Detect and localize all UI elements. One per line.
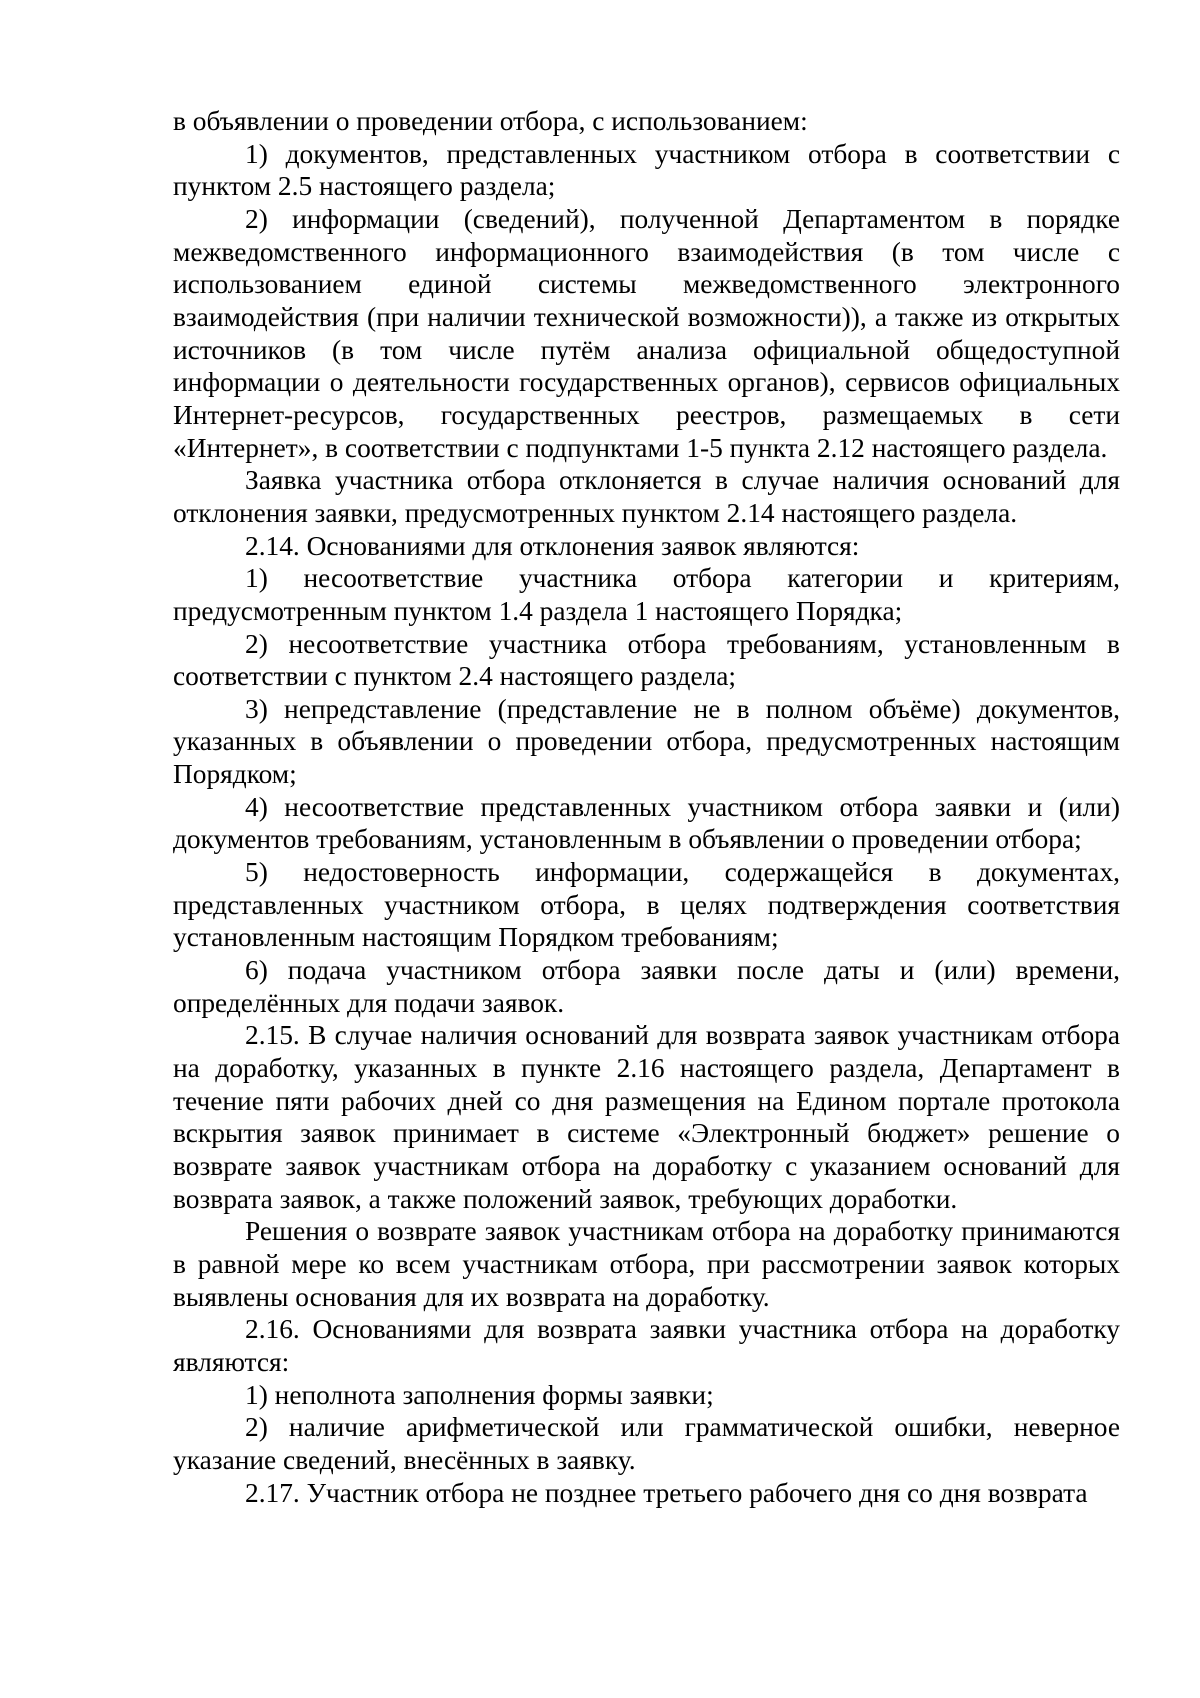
- paragraph-2-14-item-6: 6) подача участником отбора заявки после даты и (или) времени, определённых для подачи заявок.: [173, 955, 1120, 1018]
- paragraph-2-14-item-1: 1) несоответствие участника отбора категории и критериям, предусмотренным пунктом 1.4 раздела 1 настоящего Порядка;: [173, 563, 1120, 626]
- paragraph-2-14-item-5: 5) недостоверность информации, содержащейся в документах, представленных участником отбора, в целях подтверждения соответствия установленным настоящим Порядком требованиям;: [173, 857, 1120, 953]
- paragraph-section-2-17: 2.17. Участник отбора не позднее третьего рабочего дня со дня возврата: [245, 1477, 1088, 1508]
- paragraph-section-2-14: 2.14. Основаниями для отклонения заявок являются:: [245, 530, 860, 561]
- paragraph-2-14-item-3: 3) непредставление (представление не в полном объёме) документов, указанных в объявлении о проведении отбора, предусмотренных настоящим Порядком;: [173, 693, 1120, 790]
- paragraph-section-2-15: 2.15. В случае наличия оснований для возврата заявок участникам отбора на доработку, указанных в пункте 2.16 настоящего раздела, Департамент в течение пяти рабочих дней со дня размещения на Едином портале протокола вскрытия заявок принимает в системе «Электронный бюджет» решение о возврате заявок участникам отбора на доработку с указанием оснований для возврата заявок, а также положений заявок, требующих доработки.: [173, 1020, 1120, 1214]
- paragraph-2-14-item-4: 4) несоответствие представленных участником отбора заявки и (или) документов требованиям, установленным в объявлении о проведении отбора;: [173, 791, 1120, 855]
- paragraph-2-14-item-2: 2) несоответствие участника отбора требованиям, установленным в соответствии с пунктом 2.4 настоящего раздела;: [173, 628, 1120, 692]
- paragraph-item-1-documents: 1) документов, представленных участником отбора в соответствии с пунктом 2.5 настоящего раздела;: [173, 138, 1120, 202]
- paragraph-rejection-note: Заявка участника отбора отклоняется в случае наличия оснований для отклонения заявки, предусмотренных пунктом 2.14 настоящего раздела.: [173, 465, 1120, 528]
- paragraph-return-decisions: Решения о возврате заявок участникам отбора на доработку принимаются в равной мере ко всем участникам отбора, при рассмотрении заявок которых выявлены основания для их возврата на доработку.: [173, 1216, 1120, 1312]
- paragraph-item-2-information: 2) информации (сведений), полученной Департаментом в порядке межведомственного информационного взаимодействия (в том числе с использованием единой системы межведомственного электронного взаимодействия (при наличии технической возможности)), а также из открытых источников (в том числе путём анализа официальной общедоступной информации о деятельности государственных органов), сервисов официальных Интернет-ресурсов, государственных реестров, размещаемых в сети «Интернет», в соответствии с подпунктами 1-5 пункта 2.12 настоящего раздела.: [173, 203, 1120, 463]
- document-page: [173, 105, 1120, 1509]
- paragraph-2-16-item-1: 1) неполнота заполнения формы заявки;: [245, 1379, 714, 1410]
- paragraph-continuation: в объявлении о проведении отбора, с использованием:: [173, 106, 808, 136]
- paragraph-2-16-item-2: 2) наличие арифметической или грамматической ошибки, неверное указание сведений, внесённых в заявку.: [173, 1412, 1120, 1475]
- paragraph-section-2-16: 2.16. Основаниями для возврата заявки участника отбора на доработку являются:: [173, 1314, 1120, 1377]
